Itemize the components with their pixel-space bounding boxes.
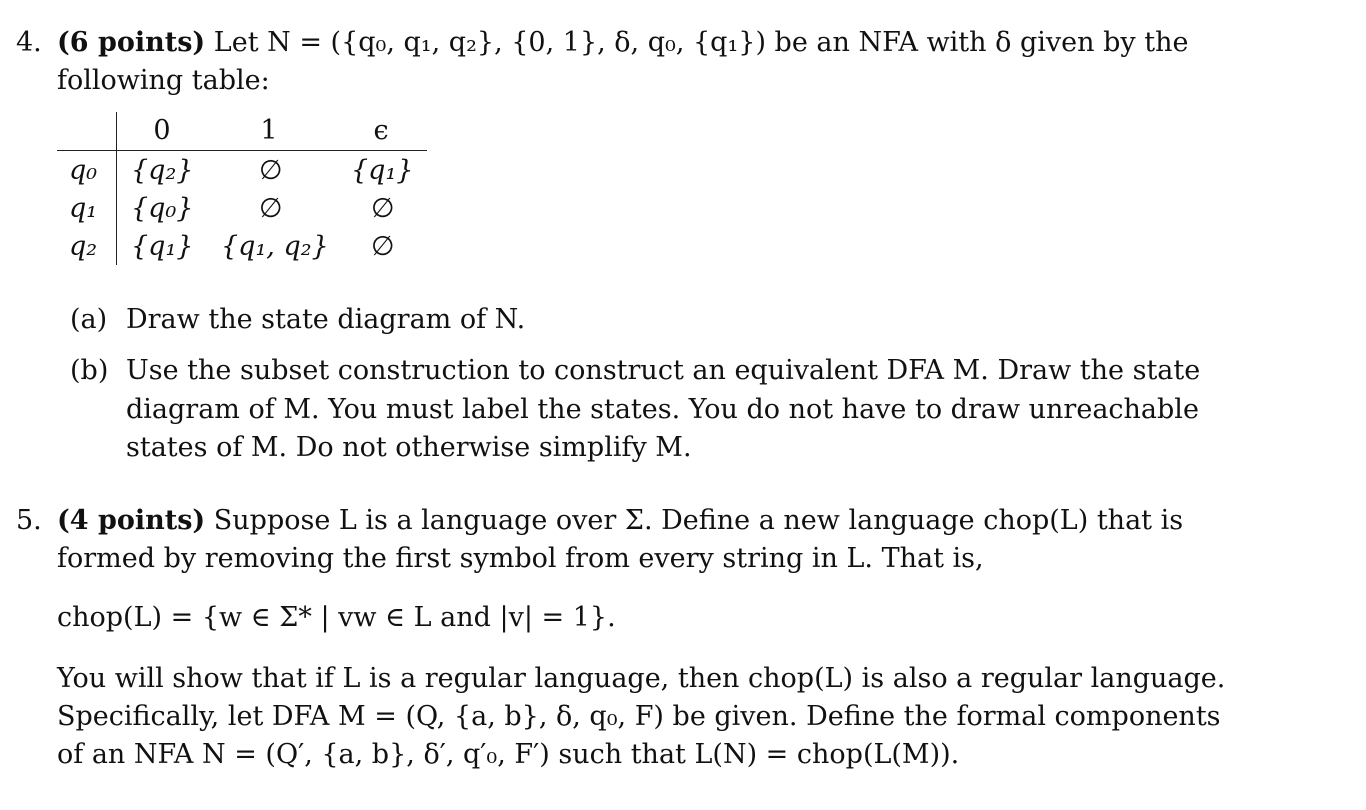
problem-5-second-line: formed by removing the first symbol from every string in L. That is, (57, 543, 984, 574)
table-row-label: q₀ (69, 155, 98, 186)
table-cell: ∅ (371, 193, 395, 224)
table-row-label: q₁ (69, 193, 98, 224)
table-header-epsilon: ϵ (373, 115, 389, 146)
problem-5-points: (4 points) (57, 505, 206, 536)
problem-5-paragraph-line-1: You will show that if L is a regular language, then chop(L) is also a regular language. (57, 663, 1226, 694)
problem-4-first-line (57, 24, 1188, 62)
part-a-label: (a) (70, 304, 108, 335)
part-b-line-2: diagram of M. You must label the states. You do not have to draw unreachable (126, 394, 1199, 425)
part-b-label: (b) (70, 355, 109, 386)
table-cell: {q₁} (351, 155, 414, 186)
table-cell: ∅ (259, 193, 283, 224)
problem-4-second-line: following table: (57, 65, 270, 96)
table-cell: {q₂} (131, 155, 194, 186)
table-cell: {q₁, q₂} (221, 231, 329, 262)
table-header-0: 0 (153, 115, 171, 146)
table-row-label: q₂ (69, 231, 98, 262)
problem-5-paragraph-line-3: of an NFA N = (Q′, {a, b}, δ′, q′₀, F′) such that L(N) = chop(L(M)). (57, 739, 960, 770)
table-vertical-rule (116, 112, 117, 265)
part-a-text: Draw the state diagram of N. (126, 304, 526, 335)
problem-5-paragraph-line-2: Specifically, let DFA M = (Q, {a, b}, δ, q₀, F) be given. Define the formal components (57, 701, 1221, 732)
problem-4-number: 4. (16, 27, 42, 58)
part-b-line-3: states of M. Do not otherwise simplify M. (126, 432, 692, 463)
table-cell: ∅ (259, 155, 283, 186)
problem-5-statement: Suppose L is a language over Σ. Define a new language chop(L) that is (213, 505, 1184, 536)
chop-definition: chop(L) = {w ∈ Σ* | vw ∈ L and |v| = 1}. (57, 602, 616, 633)
table-header-1: 1 (260, 115, 278, 146)
table-cell: {q₀} (131, 193, 194, 224)
problem-4-statement: Let N = ({q₀, q₁, q₂}, {0, 1}, δ, q₀, {q₁}) be an NFA with δ given by the (213, 27, 1189, 58)
problem-5-first-line (57, 502, 1183, 540)
problem-5-number: 5. (16, 505, 42, 536)
table-cell: {q₁} (131, 231, 194, 262)
table-horizontal-rule (57, 150, 427, 151)
table-cell: ∅ (371, 231, 395, 262)
part-b-line-1: Use the subset construction to construct an equivalent DFA M. Draw the state (126, 355, 1201, 386)
problem-4-points: (6 points) (57, 27, 206, 58)
